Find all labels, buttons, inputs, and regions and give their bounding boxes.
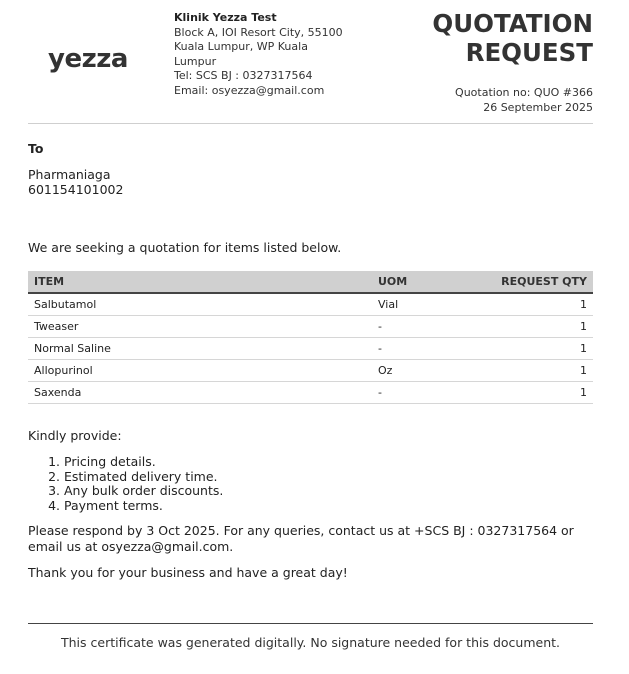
footer-note: This certificate was generated digitally. No signature needed for this document. [61,635,560,650]
clinic-address-line3: Lumpur [174,54,217,68]
clinic-address-line1: Block A, IOI Resort City, 55100 [174,25,343,39]
requests-intro: Kindly provide: [28,428,122,443]
header-qty: REQUEST QTY [471,271,593,293]
clinic-info [174,11,364,98]
cell-item: Tweaser [28,316,372,338]
footer-divider [28,623,593,624]
requests-list [28,455,223,513]
cell-item: Normal Saline [28,338,372,360]
table-header-row [28,271,593,293]
quotation-date: 26 September 2025 [483,100,593,114]
quotation-number: Quotation no: QUO #366 [455,86,593,99]
cell-item: Salbutamol [28,293,372,316]
document-title [432,10,593,67]
title-line2: REQUEST [465,37,593,67]
table-row [28,382,593,404]
thanks-text: Thank you for your business and have a great day! [28,565,348,580]
intro-text: We are seeking a quotation for items listed below. [28,240,342,255]
clinic-tel: Tel: SCS BJ : 0327317564 [174,69,313,82]
cell-qty: 1 [471,382,593,404]
cell-uom: - [372,316,471,338]
recipient-name: Pharmaniaga [28,167,111,182]
table-row [28,316,593,338]
list-item: 3. Any bulk order discounts. [64,484,223,499]
cell-qty: 1 [471,338,593,360]
cell-uom: - [372,338,471,360]
cell-qty: 1 [471,316,593,338]
recipient-block [28,168,123,197]
recipient-phone: 601154101002 [28,181,124,197]
header-item: ITEM [28,271,372,293]
cell-uom: - [372,382,471,404]
header-uom: UOM [372,271,471,293]
title-line1: QUOTATION [432,9,593,38]
clinic-name: Klinik Yezza Test [174,11,277,24]
respond-text: Please respond by 3 Oct 2025. For any queries, contact us at +SCS BJ : 0327317564 or email us at osyezza@gmail.com. [28,523,574,554]
cell-uom: Oz [372,360,471,382]
clinic-email: Email: osyezza@gmail.com [174,83,325,97]
list-item: 4. Payment terms. [64,499,223,514]
cell-item: Allopurinol [28,360,372,382]
items-table [28,271,593,404]
header-divider [28,123,593,124]
company-logo: yezza [48,44,128,74]
recipient-label: To [28,141,44,156]
cell-item: Saxenda [28,382,372,404]
list-item: 2. Estimated delivery time. [64,470,223,485]
list-item: 1. Pricing details. [64,455,223,470]
table-row [28,338,593,360]
cell-uom: Vial [372,293,471,316]
quotation-meta [455,86,593,115]
clinic-address-line2: Kuala Lumpur, WP Kuala [174,40,308,53]
cell-qty: 1 [471,293,593,316]
table-row [28,293,593,316]
cell-qty: 1 [471,360,593,382]
table-row [28,360,593,382]
